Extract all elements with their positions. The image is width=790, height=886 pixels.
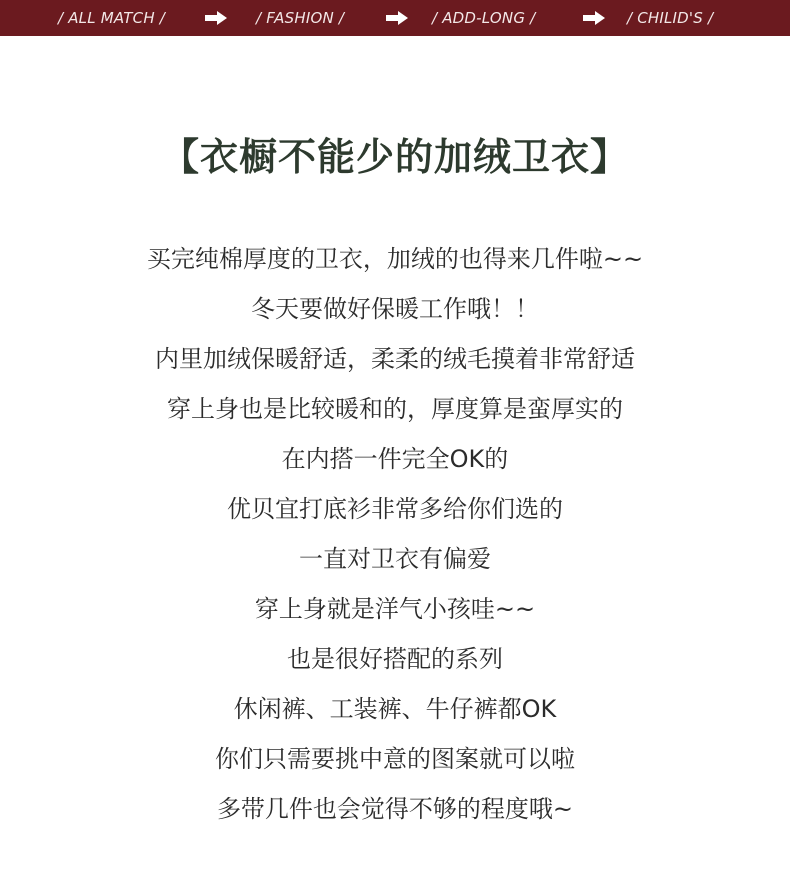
description-line: 穿上身就是洋气小孩哇~~ bbox=[254, 595, 536, 623]
nav-item-childs: / CHILID'S / bbox=[627, 9, 714, 27]
description-line: 在内搭一件完全OK的 bbox=[281, 445, 509, 473]
description-line: 冬天要做好保暖工作哦！！ bbox=[251, 295, 539, 323]
right-arrow-icon bbox=[385, 10, 409, 26]
description-line: 买完纯棉厚度的卫衣，加绒的也得来几件啦~~ bbox=[146, 245, 644, 273]
description-line: 你们只需要挑中意的图案就可以啦 bbox=[215, 745, 575, 773]
nav-item-add-long: / ADD-LONG / bbox=[432, 9, 536, 27]
description-line: 也是很好搭配的系列 bbox=[287, 645, 503, 673]
right-arrow-icon bbox=[582, 10, 606, 26]
description-line: 穿上身也是比较暖和的，厚度算是蛮厚实的 bbox=[167, 395, 623, 423]
description-line: 内里加绒保暖舒适，柔柔的绒毛摸着非常舒适 bbox=[155, 345, 635, 373]
page-title: 【衣橱不能少的加绒卫衣】 bbox=[160, 135, 629, 179]
top-nav-bar bbox=[0, 0, 790, 36]
description-line: 一直对卫衣有偏爱 bbox=[299, 545, 491, 573]
nav-item-all-match: / ALL MATCH / bbox=[58, 9, 166, 27]
right-arrow-icon bbox=[204, 10, 228, 26]
description-text-block bbox=[0, 234, 790, 834]
description-line: 优贝宜打底衫非常多给你们选的 bbox=[227, 495, 563, 523]
description-line: 多带几件也会觉得不够的程度哦~ bbox=[216, 795, 574, 823]
nav-item-fashion: / FASHION / bbox=[256, 9, 345, 27]
description-line: 休闲裤、工装裤、牛仔裤都OK bbox=[233, 695, 557, 723]
